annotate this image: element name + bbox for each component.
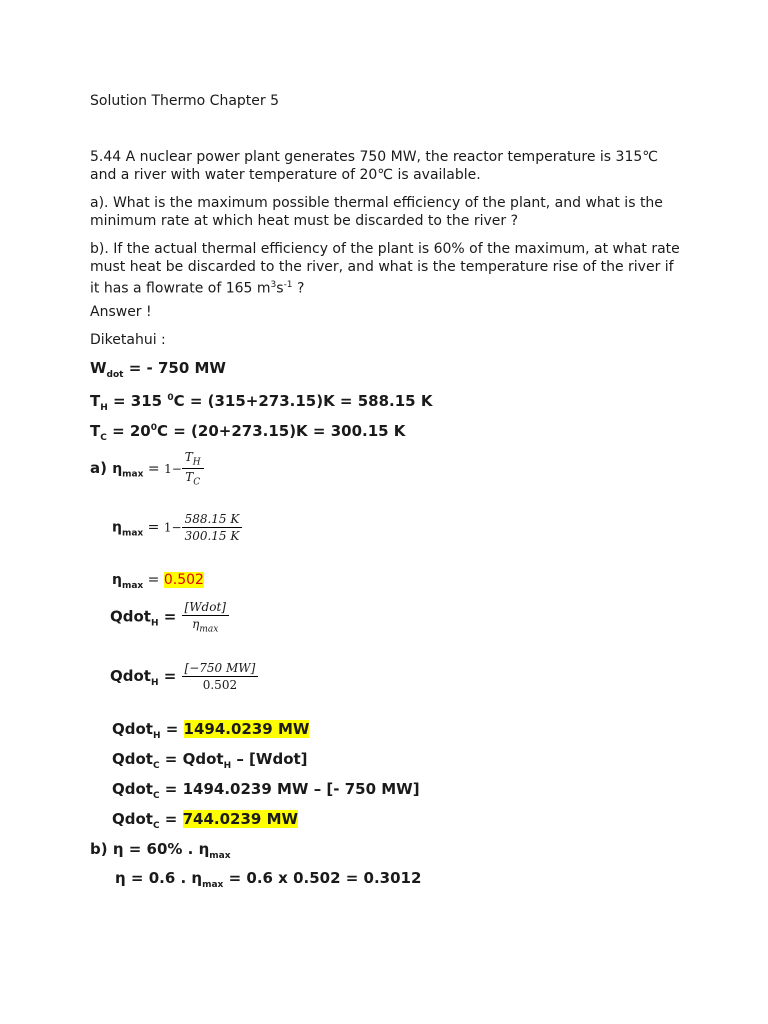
part-b-formula — [90, 840, 231, 865]
question-b-line-2: must heat be discarded to the river, and what is the temperature rise of the river if — [90, 259, 674, 275]
answer-label: Answer ! — [90, 304, 152, 320]
qdoth-result — [112, 720, 309, 745]
fraction-den: η — [192, 617, 200, 631]
equals: = — [143, 460, 165, 477]
eta-symbol: η — [115, 869, 126, 887]
one-minus: 1− — [164, 461, 182, 476]
c-subscript: C — [152, 791, 160, 801]
tc-symbol: T — [90, 422, 101, 440]
eta-max-subscript: max — [202, 880, 224, 890]
qdot-label: Qdot — [112, 810, 153, 828]
eta-max-substitution — [112, 512, 242, 543]
part-b-calculation — [115, 869, 421, 894]
one-minus: 1− — [163, 520, 182, 535]
flowrate-text: it has a flowrate of 165 m — [90, 280, 271, 297]
qdotc-substitution — [112, 780, 420, 805]
qdotc-substitution-text: = 1494.0239 MW – [- 750 MW] — [159, 780, 420, 798]
part-b-calc-post: = 0.6 x 0.502 = 0.3012 — [223, 869, 422, 887]
fraction-num-sub: H — [192, 457, 201, 468]
qdot-label: Qdot — [110, 607, 151, 626]
flowrate-sup-3: 3 — [270, 280, 277, 290]
question-b-line-1: b). If the actual thermal efficiency of the plant is 60% of the maximum, at what rate — [90, 241, 680, 257]
eta-max-subscript: max — [121, 528, 144, 539]
eta-symbol: η — [112, 840, 124, 858]
h-subscript: H — [150, 678, 159, 688]
qdot-label: Qdot — [112, 720, 153, 738]
equals: = — [143, 572, 164, 588]
part-b-eq: = 60% . — [123, 840, 199, 858]
part-a-label: a) — [90, 458, 113, 477]
fraction-wdot-value — [182, 661, 259, 692]
fraction-den: T — [185, 470, 194, 485]
qdot-label: Qdot — [112, 780, 153, 798]
fraction-num: [−750 MW] — [182, 661, 259, 677]
eta-symbol: η — [198, 840, 210, 858]
part-b-label: b) — [90, 840, 113, 858]
flowrate-post: ? — [292, 280, 305, 297]
eta-max-subscript: max — [122, 469, 144, 480]
qdoth-value-highlight: 1494.0239 MW — [183, 720, 310, 738]
equals: = — [160, 720, 184, 738]
eta-symbol: η — [112, 460, 123, 477]
question-b-line-3 — [90, 276, 304, 298]
w-symbol: W — [90, 359, 107, 377]
given-wdot — [90, 359, 226, 384]
fraction-den: 300.15 K — [184, 529, 240, 543]
problem-line-1: 5.44 A nuclear power plant generates 750 MW, the reactor temperature is 315℃ — [90, 149, 658, 165]
eta-symbol: η — [191, 869, 203, 887]
problem-line-2: and a river with water temperature of 20℃ is available. — [90, 167, 481, 183]
qdoth-formula — [110, 600, 229, 634]
tc-pre: = 20 — [106, 422, 151, 440]
tc-value: C = (20+273.15)K = 300.15 K — [157, 422, 406, 440]
w-value: = - 750 MW — [123, 359, 226, 377]
flowrate-sup-neg1: -1 — [283, 280, 293, 290]
equals: = — [159, 810, 183, 828]
fraction-num: T — [184, 450, 193, 464]
qdoth-substitution — [110, 661, 258, 692]
qdotc-eq: = Qdot — [159, 750, 224, 768]
c-subscript: C — [152, 761, 160, 771]
fraction-th-tc — [182, 450, 204, 488]
eta-symbol: η — [112, 519, 122, 536]
equals: = — [143, 519, 164, 536]
equals: = — [158, 607, 182, 626]
fraction-wdot-eta — [182, 600, 229, 634]
equals: = — [158, 667, 182, 685]
flowrate-s: s — [276, 280, 284, 297]
th-pre: = 315 — [107, 392, 168, 410]
eta-max-value-highlight: 0.502 — [163, 572, 204, 588]
question-a-line-1: a). What is the maximum possible thermal efficiency of the plant, and what is the — [90, 195, 663, 211]
eta-symbol: η — [112, 572, 122, 588]
tc-degree: 0 — [150, 423, 157, 433]
h-subscript: H — [150, 618, 159, 629]
qdotc-formula — [112, 750, 308, 775]
part-b-calc-pre: = 0.6 . — [125, 869, 192, 887]
fraction-temperatures — [182, 512, 243, 543]
h-subscript: H — [152, 731, 161, 741]
given-tc — [90, 419, 405, 447]
qdot-label: Qdot — [110, 667, 151, 685]
qdotc-eq-post: – [Wdot] — [231, 750, 308, 768]
w-subscript: dot — [106, 370, 124, 380]
fraction-den: 0.502 — [202, 678, 238, 692]
eta-max-subscript: max — [121, 580, 144, 591]
qdotc-result — [112, 810, 298, 835]
qdotc-value-highlight: 744.0239 MW — [182, 810, 299, 828]
eta-max-result — [112, 571, 204, 595]
given-th — [90, 389, 432, 417]
c-subscript: C — [152, 821, 160, 831]
fraction-den-sub: C — [193, 477, 201, 488]
qdot-label: Qdot — [112, 750, 153, 768]
document-title: Solution Thermo Chapter 5 — [90, 93, 280, 109]
fraction-num: [Wdot] — [182, 600, 229, 616]
fraction-den-sub: max — [199, 624, 219, 635]
fraction-num: 588.15 K — [182, 512, 243, 528]
h-subscript: H — [223, 761, 232, 771]
given-label: Diketahui : — [90, 332, 166, 348]
th-value: C = (315+273.15)K = 588.15 K — [173, 392, 433, 410]
th-subscript: H — [100, 403, 108, 413]
eta-max-subscript: max — [209, 851, 231, 861]
th-degree: 0 — [167, 393, 174, 403]
question-a-line-2: minimum rate at which heat must be discarded to the river ? — [90, 213, 519, 229]
tc-subscript: C — [100, 433, 107, 443]
th-symbol: T — [90, 392, 101, 410]
eta-max-formula — [90, 450, 204, 488]
